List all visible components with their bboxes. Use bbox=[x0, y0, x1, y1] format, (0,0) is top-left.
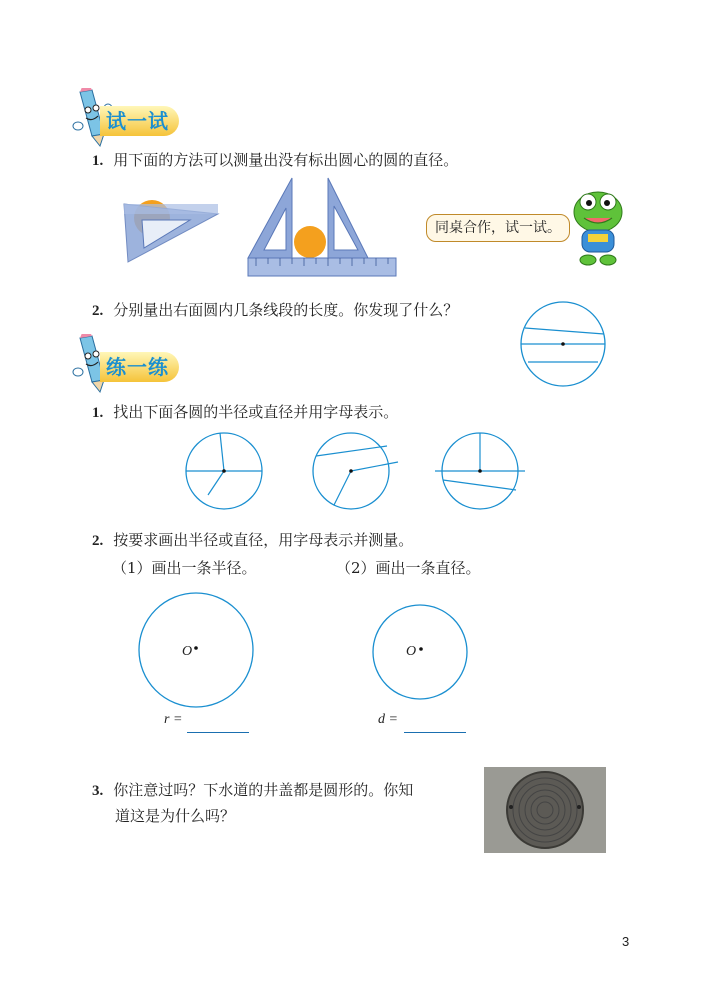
section-title: 练一练 bbox=[100, 352, 179, 382]
center-label: O bbox=[406, 644, 417, 659]
circle-c bbox=[435, 433, 525, 509]
three-circles-figure bbox=[180, 430, 530, 514]
question-text: 用下面的方法可以测量出没有标出圆心的圆的直径。 bbox=[113, 151, 459, 169]
question-3 bbox=[92, 780, 413, 801]
section-header-try bbox=[70, 88, 180, 148]
circle-b bbox=[313, 433, 398, 509]
question-1 bbox=[92, 150, 458, 171]
question-2 bbox=[92, 530, 413, 551]
question-number: 2. bbox=[92, 303, 104, 319]
center-label: O bbox=[182, 644, 193, 659]
draw-radius-circle[interactable] bbox=[138, 592, 256, 708]
question-number: 2. bbox=[92, 533, 104, 549]
question-text-line1: 你注意过吗？下水道的井盖都是圆形的。你知 bbox=[113, 781, 414, 799]
radius-answer bbox=[164, 712, 182, 728]
draw-diameter-circle[interactable] bbox=[372, 600, 470, 704]
page-number: 3 bbox=[622, 934, 630, 949]
set-squares-ruler-illustration bbox=[246, 176, 398, 278]
question-text: 分别量出右面圆内几条线段的长度。你发现了什么？ bbox=[113, 301, 459, 319]
sub-question-2: （2）画出一条直径。 bbox=[336, 559, 481, 577]
question-number: 3. bbox=[92, 783, 104, 799]
question-number: 1. bbox=[92, 405, 104, 421]
diameter-blank[interactable] bbox=[404, 714, 466, 737]
speech-bubble: 同桌合作，试一试。 bbox=[426, 214, 570, 242]
sub-question-1: （1）画出一条半径。 bbox=[112, 559, 257, 577]
circle-with-chords-figure bbox=[516, 298, 610, 390]
section-header-practice bbox=[70, 334, 180, 394]
section-title: 试一试 bbox=[100, 106, 179, 136]
circle-a bbox=[186, 433, 262, 509]
question-2 bbox=[92, 300, 458, 321]
radius-label: r = bbox=[164, 712, 183, 727]
question-1 bbox=[92, 402, 398, 423]
question-text: 找出下面各圆的半径或直径并用字母表示。 bbox=[113, 403, 399, 421]
question-number: 1. bbox=[92, 153, 104, 169]
frog-mascot-icon bbox=[570, 186, 626, 270]
triangle-ruler-measure-illustration bbox=[120, 192, 220, 264]
radius-blank[interactable] bbox=[187, 714, 249, 737]
manhole-cover-photo bbox=[484, 767, 606, 853]
diameter-answer bbox=[378, 712, 398, 728]
question-3-line2: 道这是为什么吗？ bbox=[115, 807, 236, 825]
diameter-label: d = bbox=[378, 712, 398, 727]
question-text: 按要求画出半径或直径，用字母表示并测量。 bbox=[113, 531, 414, 549]
